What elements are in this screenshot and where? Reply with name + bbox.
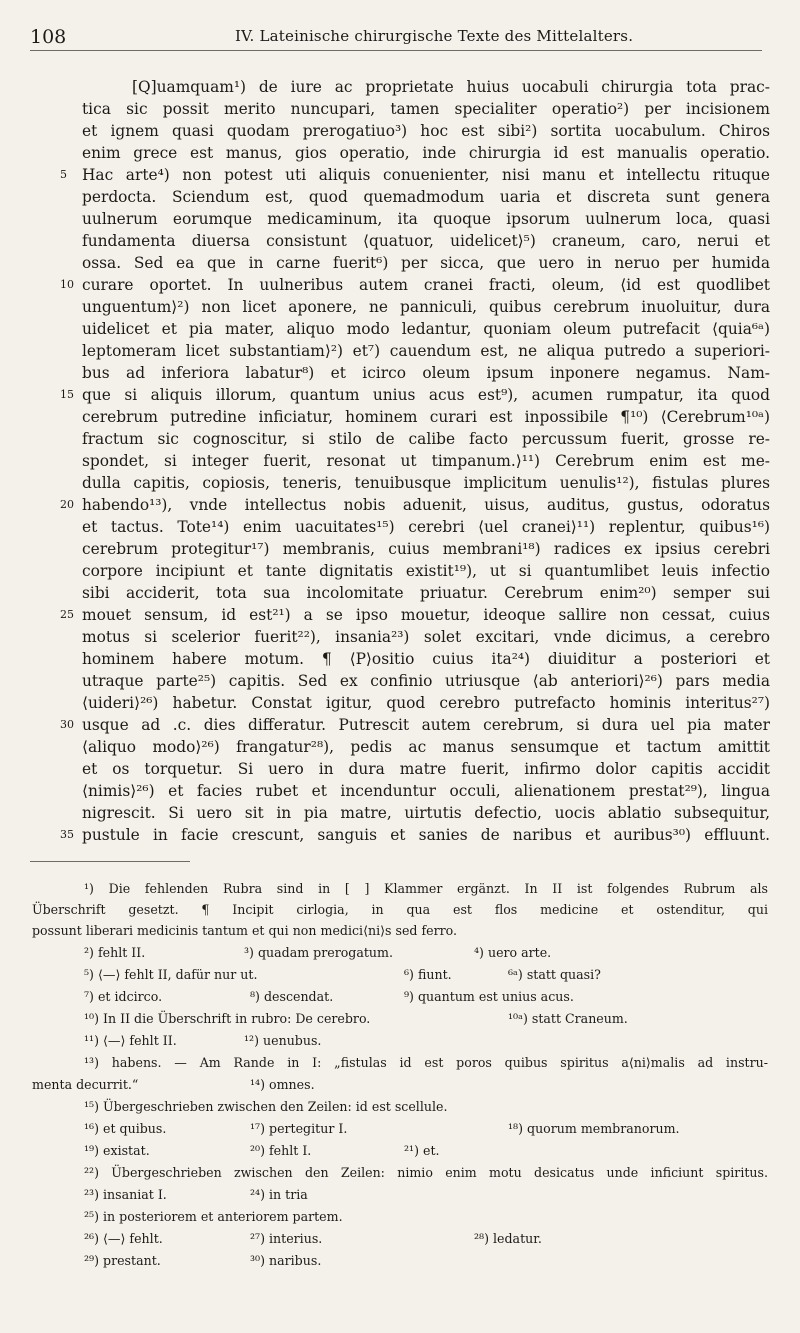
footnote: ⁶ᵃ) statt quasi?	[508, 967, 601, 982]
running-head: IV. Lateinische chirurgische Texte des Mittelalters.	[235, 27, 634, 45]
footnote: ²²) Übergeschrieben zwischen den Zeilen: nimio enim motu desicatus unde inficiunt spiritus.	[84, 1165, 768, 1180]
text-line: enim grece est manus, gios operatio, inde chirurgia id est manualis operatio.	[82, 144, 770, 162]
text-line: spondet, si integer fuerit, resonat ut timpanum.⟩¹¹) Cerebrum enim est me-	[82, 452, 770, 470]
footnote: ⁹) quantum est unius acus.	[404, 989, 574, 1004]
text-line: curare oportet. In uulneribus autem cranei fracti, oleum, ⟨id est quodlibet	[82, 276, 770, 294]
text-line: habendo¹³), vnde intellectus nobis aduenit, uisus, auditus, gustus, odoratus	[82, 496, 770, 514]
footnote: ¹²) uenubus.	[244, 1033, 322, 1048]
text-line: sibi acciderit, tota sua incolomitate priuatur. Cerebrum enim²⁰) semper sui	[82, 584, 770, 602]
footnote-line: menta decurrit.“	[32, 1077, 139, 1092]
footnote: ¹⁶) et quibus.	[84, 1121, 167, 1136]
footnote: ²¹) et.	[404, 1143, 440, 1158]
footnote: ²) fehlt II.	[84, 945, 146, 960]
text-line: perdocta. Sciendum est, quod quemadmodum uaria et discreta sunt genera	[82, 188, 770, 206]
footnote: ²⁹) prestant.	[84, 1253, 161, 1268]
footnote: ¹⁰) In II die Überschrift in rubro: De cerebro.	[84, 1011, 371, 1026]
line-number: 30	[60, 718, 74, 731]
text-line: ossa. Sed ea que in carne fuerit⁶) per sicca, que uero in neruo per humida	[82, 254, 770, 272]
footnote: ²³) insaniat I.	[84, 1187, 167, 1202]
text-line: uidelicet et pia mater, aliquo modo ledantur, quoniam oleum putrefacit ⟨quia⁶ᵃ)	[82, 320, 770, 338]
footnote: ³) quadam prerogatum.	[244, 945, 393, 960]
text-line: que si aliquis illorum, quantum unius acus est⁹), acumen rumpatur, ita quod	[82, 386, 770, 404]
text-line: unguentum⟩²) non licet aponere, ne panniculi, quibus cerebrum inuoluitur, dura	[82, 298, 770, 316]
footnote-line: Überschrift gesetzt. ¶ Incipit cirlogia, in qua est flos medicine et ostenditur, qui	[32, 902, 768, 917]
footnote: ¹⁹) existat.	[84, 1143, 150, 1158]
footnote: ²⁴) in tria	[250, 1187, 308, 1202]
footnote: ⁶) fiunt.	[404, 967, 452, 982]
footnote: ²⁸) ledatur.	[474, 1231, 542, 1246]
text-line: utraque parte²⁵) capitis. Sed ex confinio utriusque ⟨ab anteriori⟩²⁶) pars media	[82, 672, 770, 690]
footnote-rule	[30, 861, 190, 862]
line-number: 15	[60, 388, 74, 401]
text-line: fundamenta diuersa consistunt ⟨quatuor, uidelicet⟩⁵) craneum, caro, nerui et	[82, 232, 770, 250]
footnote: ³⁰) naribus.	[250, 1253, 322, 1268]
footnote: ²⁵) in posteriorem et anteriorem partem.	[84, 1209, 343, 1224]
text-line: [Q]uamquam¹) de iure ac proprietate huius uocabuli chirurgia tota prac-	[132, 78, 770, 96]
text-line: hominem habere motum. ¶ ⟨P⟩ositio cuius ita²⁴) diuiditur a posteriori et	[82, 650, 770, 668]
text-line: motus si scelerior fuerit²²), insania²³) solet excitari, vnde dicimus, a cerebro	[82, 628, 770, 646]
footnote: ¹⁸) quorum membranorum.	[508, 1121, 680, 1136]
line-number: 5	[60, 168, 67, 181]
text-line: mouet sensum, id est²¹) a se ipso mouetur, ideoque sallire non cessat, cuius	[82, 606, 770, 624]
footnote-line: possunt liberari medicinis tantum et qui non medici⟨ni⟩s sed ferro.	[32, 923, 457, 938]
text-line: ⟨aliquo modo⟩²⁶) frangatur²⁸), pedis ac manus sensumque et tactum amittit	[82, 738, 770, 756]
page-header	[30, 22, 762, 51]
text-line: cerebrum putredine inficiatur, hominem curari est inpossibile ¶¹⁰) ⟨Cerebrum¹⁰ᵃ)	[82, 408, 770, 426]
text-line: ⟨nimis⟩²⁶) et facies rubet et incenduntur occuli, alienationem prestat²⁹), lingua	[82, 782, 770, 800]
footnote: ¹⁵) Übergeschrieben zwischen den Zeilen: id est scellule.	[84, 1099, 448, 1114]
footnote: ²⁷) interius.	[250, 1231, 323, 1246]
footnote: ¹⁷) pertegitur I.	[250, 1121, 348, 1136]
text-line: ⟨uideri⟩²⁶) habetur. Constat igitur, quod cerebro putrefacto hominis interitus²⁷)	[82, 694, 770, 712]
text-line: corpore incipiunt et tante dignitatis existit¹⁹), ut si quantumlibet leuis infectio	[82, 562, 770, 580]
text-line: nigrescit. Si uero sit in pia matre, uirtutis defectio, uocis ablatio subsequitur,	[82, 804, 770, 822]
footnote: ⁷) et idcirco.	[84, 989, 163, 1004]
line-number: 20	[60, 498, 74, 511]
footnote: ²⁶) ⟨—⟩ fehlt.	[84, 1231, 163, 1246]
line-number: 25	[60, 608, 74, 621]
page-number: 108	[30, 26, 67, 48]
text-line: et ignem quasi quodam prerogatiuo³) hoc est sibi²) sortita uocabulum. Chiros	[82, 122, 770, 140]
text-line: tica sic possit merito nuncupari, tamen specialiter operatio²) per incisionem	[82, 100, 770, 118]
text-line: usque ad .c. dies differatur. Putrescit autem cerebrum, si dura uel pia mater	[82, 716, 770, 734]
text-line: pustule in facie crescunt, sanguis et sanies de naribus et auribus³⁰) effluunt.	[82, 826, 770, 844]
text-line: et os torquetur. Si uero in dura matre fuerit, infirmo dolor capitis accidit	[82, 760, 770, 778]
footnote: ²⁰) fehlt I.	[250, 1143, 312, 1158]
text-line: Hac arte⁴) non potest uti aliquis conuenienter, nisi manu et intellectu rituque	[82, 166, 770, 184]
footnote: ¹¹) ⟨—⟩ fehlt II.	[84, 1033, 177, 1048]
text-line: uulnerum eorumque medicaminum, ita quoque ipsorum uulnerum loca, quasi	[82, 210, 770, 228]
footnote: ⁸) descendat.	[250, 989, 334, 1004]
footnote: ¹⁰ᵃ) statt Craneum.	[508, 1011, 628, 1026]
text-line: dulla capitis, copiosis, teneris, tenuibusque implicitum uenulis¹²), fistulas plures	[82, 474, 770, 492]
line-number: 10	[60, 278, 74, 291]
footnote-line: ¹) Die fehlenden Rubra sind in [ ] Klammer ergänzt. In II ist folgendes Rubrum als	[84, 881, 768, 896]
text-line: bus ad inferiora labatur⁸) et icirco oleum ipsum inponere negamus. Nam-	[82, 364, 770, 382]
line-number: 35	[60, 828, 74, 841]
text-line: leptomeram licet substantiam⟩²) et⁷) cauendum est, ne aliqua putredo a superiori-	[82, 342, 770, 360]
footnote: ¹⁴) omnes.	[250, 1077, 315, 1092]
text-line: et tactus. Tote¹⁴) enim uacuitates¹⁵) cerebri ⟨uel cranei⟩¹¹) replentur, quibus¹⁶)	[82, 518, 770, 536]
footnote-line: ¹³) habens. — Am Rande in I: „fistulas id est poros quibus spiritus a⟨ni⟩malis ad instru-	[84, 1055, 768, 1070]
footnote: ⁴) uero arte.	[474, 945, 552, 960]
footnote: ⁵) ⟨—⟩ fehlt II, dafür nur ut.	[84, 967, 258, 982]
text-line: cerebrum protegitur¹⁷) membranis, cuius membrani¹⁸) radices ex ipsius cerebri	[82, 540, 770, 558]
text-line: fractum sic cognoscitur, si stilo de calibe facto percussum fuerit, grosse re-	[82, 430, 770, 448]
